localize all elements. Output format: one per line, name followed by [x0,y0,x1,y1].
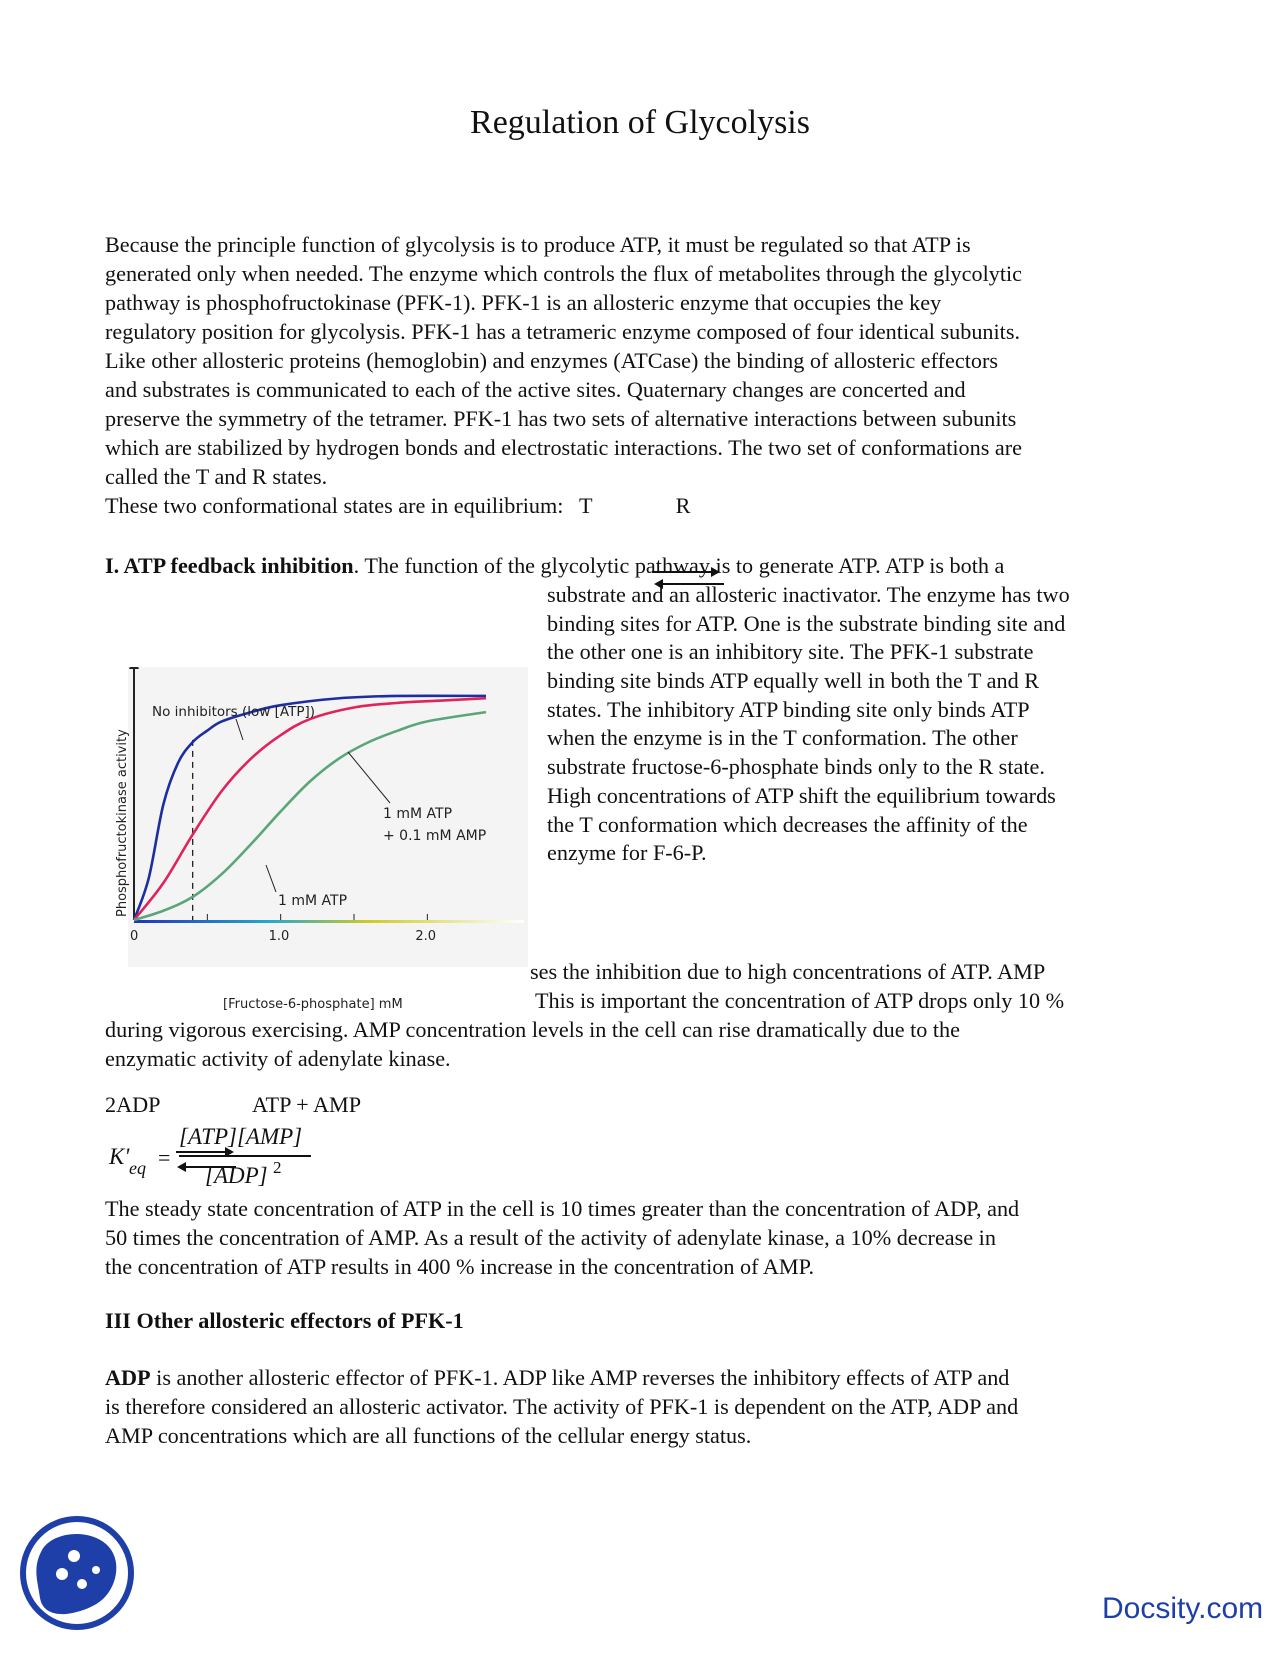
keq-equation [105,1124,405,1204]
steady-line: The steady state concentration of ATP in the cell is 10 times greater than the concentration of ADP, and [105,1196,1020,1221]
state-r: R [675,493,691,518]
section3-heading: III Other allosteric effectors of PFK-1 [105,1308,464,1333]
keq-equals: = [158,1145,171,1170]
x-tick-label: 1.0 [268,929,290,944]
reaction-left: 2ADP [105,1092,161,1117]
side-line: binding site binds ATP equally well in both the T and R [547,668,1040,694]
annotation-atp-amp-line1: 1 mM ATP [383,806,453,822]
intro-line: and substrates is communicated to each of the active sites. Quaternary changes are concerted and [105,377,966,402]
section3-line: AMP concentrations which are all functions of the cellular energy status. [105,1423,752,1448]
intro-line: generated only when needed. The enzyme which controls the flux of metabolites through the glycolytic [105,261,1023,286]
section3-bold-lead: ADP [105,1365,151,1390]
pfk-activity-chart [108,667,528,1017]
side-line: when the enzyme is in the T conformation. The other [547,725,1018,751]
section1-first-line-text: . The function of the glycolytic pathway is to generate ATP. ATP is both a [353,553,1005,578]
intro-line: Like other allosteric proteins (hemoglobin) and enzymes (ATCase) the binding of allosteric effectors [105,348,998,373]
section3-line [105,1365,1018,1394]
side-line: the T conformation which decreases the affinity of the [547,811,1028,837]
steady-state-paragraph [105,1196,1019,1283]
intro-paragraph [105,232,1022,522]
x-axis [134,920,524,923]
intro-line: pathway is phosphofructokinase (PFK-1). PFK-1 is an allosteric enzyme that occupies the key [105,290,942,315]
section3-line-text: is another allosteric effector of PFK-1. ADP like AMP reverses the inhibitory effects of ATP and [150,1365,1010,1390]
state-t: T [578,493,593,518]
side-line: substrate fructose-6-phosphate binds only to the R state. [547,754,1045,780]
section3-line: is therefore considered an allosteric activator. The activity of PFK-1 is dependent on the ATP, ADP and [105,1394,1019,1419]
fraction-bar [179,1155,311,1157]
intro-line: called the T and R states. [105,464,328,489]
keq-denominator: [ADP] [205,1163,268,1188]
side-line: High concentrations of ATP shift the equilibrium towards [547,782,1056,808]
keq-label: K' [109,1144,130,1169]
keq-numerator: [ATP][AMP] [179,1124,303,1149]
x-tick-label: 2.0 [415,929,437,944]
cont-line-3: during vigorous exercising. AMP concentration levels in the cell can rise dramatically due to the [105,1017,960,1042]
intro-line: Because the principle function of glycolysis is to produce ATP, it must be regulated so that ATP is [105,232,971,257]
y-axis-arrow [129,667,139,669]
side-line: states. The inhibitory ATP binding site only binds ATP [547,696,1030,722]
side-line: enzyme for F-6-P. [547,840,707,866]
docsity-brand-link[interactable]: Docsity.com [1102,1592,1264,1625]
section3-paragraph [105,1365,1018,1452]
intro-line: regulatory position for glycolysis. PFK-1 has a tetrameric enzyme composed of four identical subunits. [105,319,1021,344]
side-line: the other one is an inhibitory site. The PFK-1 substrate [547,639,1034,665]
section1-side-text [547,582,1070,869]
annotation-atp: 1 mM ATP [278,893,348,909]
docsity-logo-icon[interactable] [18,1514,136,1632]
chart-svg [108,667,528,1017]
x-axis-label: [Fructose-6-phosphate] mM [223,997,403,1012]
cont-line-4: enzymatic activity of adenylate kinase. [105,1046,451,1071]
x-tick-label: 0 [130,929,139,944]
side-line: binding sites for ATP. One is the substrate binding site and [547,610,1066,636]
keq-exponent: 2 [273,1158,282,1177]
cont-line-1: ses the inhibition due to high concentrations of ATP. AMP [530,959,1046,984]
page-title: Regulation of Glycolysis [470,104,810,141]
intro-line: which are stabilized by hydrogen bonds and electrostatic interactions. The two set of conformations are [105,435,1023,460]
y-axis-label: Phosphofructokinase activity [115,729,130,917]
keq-subscript: eq [129,1158,146,1178]
intro-line: preserve the symmetry of the tetramer. PFK-1 has two sets of alternative interactions between subunits [105,406,1017,431]
reaction-right: ATP + AMP [252,1092,362,1117]
section1-first-line [105,553,1004,579]
cont-line-2: This is important the concentration of ATP drops only 10 % [535,988,1065,1013]
steady-line: 50 times the concentration of AMP. As a result of the activity of adenylate kinase, a 10% decrease in [105,1225,996,1250]
annotation-atp-amp-line2: + 0.1 mM AMP [383,828,487,844]
equilibrium-line [105,493,1022,522]
section1-heading: I. ATP feedback inhibition [105,553,354,578]
equilibrium-text: These two conformational states are in equilibrium: [105,493,564,518]
side-line: substrate and an allosteric inactivator. The enzyme has two [547,582,1070,607]
annotation-no-inhibitors: No inhibitors (low [ATP]) [152,704,315,720]
steady-line: the concentration of ATP results in 400 % increase in the concentration of AMP. [105,1254,815,1279]
